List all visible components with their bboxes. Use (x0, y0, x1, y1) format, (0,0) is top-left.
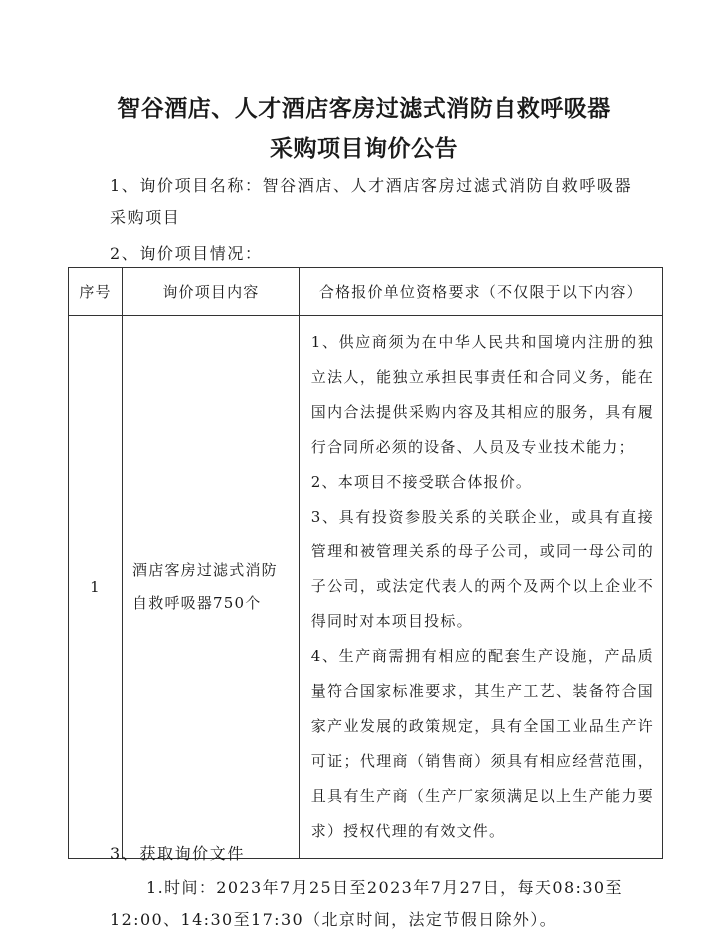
section-3-time-line-2: 12:00、14:30至17:30（北京时间，法定节假日除外）。 (110, 910, 558, 929)
requirement-2: 2、本项目不接受联合体报价。 (310, 472, 533, 491)
inquiry-table (68, 267, 663, 859)
cell-item-content: 酒店客房过滤式消防自救呼吸器750个 (123, 316, 300, 859)
page-title-line-1: 智谷酒店、人才酒店客房过滤式消防自救呼吸器 (117, 96, 611, 122)
section-3-heading: 3、获取询价文件 (110, 844, 245, 863)
table-row (69, 316, 663, 859)
header-serial-no: 序号 (69, 268, 123, 316)
section-1-line-2: 采购项目 (110, 208, 181, 227)
header-qualification: 合格报价单位资格要求（不仅限于以下内容） (299, 268, 662, 316)
section-1-line-1: 1、询价项目名称：智谷酒店、人才酒店客房过滤式消防自救呼吸器 (110, 176, 633, 195)
section-1-project-name (110, 170, 670, 234)
section-2-heading: 2、询价项目情况： (110, 244, 263, 263)
cell-qualification (299, 316, 662, 859)
section-3-time-line-1: 1.时间：2023年7月25日至2023年7月27日，每天08:30至 (146, 878, 623, 897)
header-item-content: 询价项目内容 (123, 268, 300, 316)
cell-serial-no: 1 (69, 316, 123, 859)
requirement-4: 4、生产商需拥有相应的配套生产设施，产品质量符合国家标准要求，其生产工艺、装备符合国家产业发展的政策规定，具有全国工业品生产许可证；代理商（销售商）须具有相应经营范围，且具有生产商（生产厂家须满足以上生产能力要求）授权代理的有效文件。 (310, 647, 654, 840)
requirement-3: 3、具有投资参股关系的关联企业，或具有直接管理和被管理关系的母子公司，或同一母公司的子公司，或法定代表人的两个及两个以上企业不得同时对本项目投标。 (310, 507, 654, 631)
table-header-row (69, 268, 663, 316)
requirement-1: 1、供应商须为在中华人民共和国境内注册的独立法人，能独立承担民事责任和合同义务，能在国内合法提供采购内容及其相应的服务，具有履行合同所必须的设备、人员及专业技术能力； (310, 333, 654, 456)
page-title-line-2: 采购项目询价公告 (270, 136, 458, 162)
